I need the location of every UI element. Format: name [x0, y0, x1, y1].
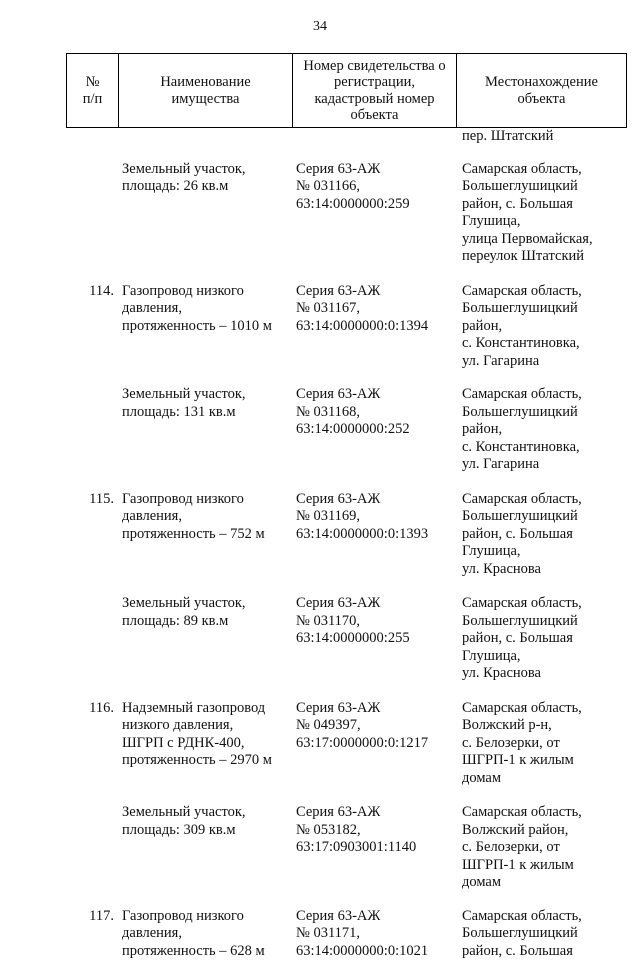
row-number: 116. [66, 700, 118, 788]
object-location-line: Большеглушицкий [462, 404, 626, 422]
object-location-line: Самарская область, [462, 908, 626, 926]
property-name-line: Земельный участок, [122, 386, 292, 404]
object-location-line: Глушица, [462, 648, 626, 666]
object-location [456, 908, 626, 960]
object-location-line: район, [462, 318, 626, 336]
certificate-number [292, 128, 456, 146]
table-row [66, 804, 626, 892]
object-location-line: с. Константиновка, [462, 439, 626, 457]
property-name [118, 161, 292, 266]
certificate-number-line: № 031168, [296, 404, 456, 422]
property-name-line: Надземный газопровод [122, 700, 292, 718]
object-location-line: ул. Краснова [462, 665, 626, 683]
certificate-number-line: № 053182, [296, 822, 456, 840]
certificate-number-line: 63:14:0000000:0:1393 [296, 526, 456, 544]
object-location-line: Волжский р-н, [462, 717, 626, 735]
object-location-line: с. Константиновка, [462, 335, 626, 353]
certificate-number-line: 63:17:0903001:1140 [296, 839, 456, 857]
header-text-line: кадастровый номер [293, 91, 456, 108]
property-name [118, 128, 292, 146]
certificate-number-line: Серия 63-АЖ [296, 804, 456, 822]
object-location-line: Самарская область, [462, 283, 626, 301]
property-name-line: протяженность – 1010 м [122, 318, 292, 336]
property-name [118, 908, 292, 960]
object-location-line: Самарская область, [462, 595, 626, 613]
table-row [66, 283, 626, 371]
certificate-number-line: Серия 63-АЖ [296, 908, 456, 926]
property-name-line: площадь: 131 кв.м [122, 404, 292, 422]
object-location-line: ул. Краснова [462, 561, 626, 579]
object-location [456, 386, 626, 474]
property-name-line: низкого давления, [122, 717, 292, 735]
object-location-line: Большеглушицкий [462, 508, 626, 526]
certificate-number-line: Серия 63-АЖ [296, 283, 456, 301]
certificate-number [292, 595, 456, 683]
certificate-number-line: 63:14:0000000:0:1394 [296, 318, 456, 336]
property-name-line: ШГРП с РДНК-400, [122, 735, 292, 753]
table-row [66, 700, 626, 788]
object-location-line: ШГРП-1 к жилым [462, 857, 626, 875]
property-name [118, 283, 292, 371]
object-location-line: Глушица, [462, 213, 626, 231]
object-location [456, 804, 626, 892]
property-name [118, 804, 292, 892]
property-name [118, 700, 292, 788]
property-name-line: площадь: 309 кв.м [122, 822, 292, 840]
certificate-number-line: № 049397, [296, 717, 456, 735]
row-number: 117. [66, 908, 118, 960]
object-location-line: Большеглушицкий [462, 300, 626, 318]
object-location-line: Самарская область, [462, 700, 626, 718]
header-text-line: регистрации, [293, 74, 456, 91]
table-row [66, 128, 626, 146]
object-location-line: район, с. Большая [462, 196, 626, 214]
property-name-line: Земельный участок, [122, 804, 292, 822]
object-location-line: ШГРП-1 к жилым [462, 752, 626, 770]
object-location-line: Большеглушицкий [462, 613, 626, 631]
header-text-line: п/п [67, 91, 118, 108]
object-location-line: Самарская область, [462, 386, 626, 404]
object-location-line: с. Белозерки, от [462, 839, 626, 857]
certificate-number-line: 63:14:0000000:252 [296, 421, 456, 439]
row-number [66, 128, 118, 146]
object-location [456, 283, 626, 371]
property-name-line: Газопровод низкого [122, 491, 292, 509]
table-row [66, 386, 626, 474]
object-location-line: район, с. Большая [462, 630, 626, 648]
object-location [456, 595, 626, 683]
certificate-number [292, 908, 456, 960]
header-text-line: объекта [457, 91, 626, 108]
table-header [66, 53, 627, 128]
certificate-number-line: № 031169, [296, 508, 456, 526]
table-row [66, 595, 626, 683]
property-name-line: протяженность – 628 м [122, 943, 292, 960]
property-name-line: давления, [122, 925, 292, 943]
certificate-number-line: Серия 63-АЖ [296, 700, 456, 718]
header-cert [293, 54, 457, 128]
object-location-line: с. Белозерки, от [462, 735, 626, 753]
object-location-line: домам [462, 770, 626, 788]
header-text-line: № [67, 74, 118, 91]
object-location [456, 161, 626, 266]
certificate-number [292, 283, 456, 371]
object-location-line: ул. Гагарина [462, 456, 626, 474]
header-location [457, 54, 627, 128]
property-name-line: Земельный участок, [122, 161, 292, 179]
object-location-line: Глушица, [462, 543, 626, 561]
row-number [66, 386, 118, 474]
property-name [118, 386, 292, 474]
object-location [456, 700, 626, 788]
object-location-line: район, с. Большая [462, 943, 626, 960]
table-row [66, 908, 626, 960]
certificate-number [292, 700, 456, 788]
header-text-line: имущества [119, 91, 292, 108]
object-location-line: Большеглушицкий [462, 925, 626, 943]
certificate-number-line: Серия 63-АЖ [296, 491, 456, 509]
object-location-line: домам [462, 874, 626, 892]
header-name [119, 54, 293, 128]
object-location-line: Волжский район, [462, 822, 626, 840]
object-location [456, 491, 626, 579]
object-location-line: Самарская область, [462, 491, 626, 509]
page-number: 34 [0, 19, 640, 35]
certificate-number [292, 491, 456, 579]
property-name [118, 491, 292, 579]
object-location-line: ул. Гагарина [462, 353, 626, 371]
property-name-line: протяженность – 752 м [122, 526, 292, 544]
row-number: 114. [66, 283, 118, 371]
property-name-line: Газопровод низкого [122, 283, 292, 301]
property-name-line: давления, [122, 300, 292, 318]
certificate-number-line: № 031170, [296, 613, 456, 631]
certificate-number-line: № 031167, [296, 300, 456, 318]
header-num [67, 54, 119, 128]
certificate-number-line: Серия 63-АЖ [296, 161, 456, 179]
certificate-number [292, 804, 456, 892]
certificate-number-line: Серия 63-АЖ [296, 386, 456, 404]
object-location-line: район, с. Большая [462, 526, 626, 544]
header-text-line: объекта [293, 107, 456, 124]
row-number: 115. [66, 491, 118, 579]
certificate-number [292, 386, 456, 474]
object-location-line: Большеглушицкий [462, 178, 626, 196]
object-location [456, 128, 626, 146]
object-location-line: Самарская область, [462, 804, 626, 822]
table-row [66, 491, 626, 579]
header-text-line: Наименование [119, 74, 292, 91]
certificate-number [292, 161, 456, 266]
property-name-line: Земельный участок, [122, 595, 292, 613]
property-name-line: Газопровод низкого [122, 908, 292, 926]
certificate-number-line: 63:14:0000000:255 [296, 630, 456, 648]
header-text-line: Номер свидетельства о [293, 58, 456, 75]
certificate-number-line: № 031166, [296, 178, 456, 196]
object-location-line: Самарская область, [462, 161, 626, 179]
property-name-line: давления, [122, 508, 292, 526]
table-row [66, 161, 626, 266]
property-name-line: площадь: 89 кв.м [122, 613, 292, 631]
property-name-line: площадь: 26 кв.м [122, 178, 292, 196]
certificate-number-line: 63:14:0000000:0:1021 [296, 943, 456, 960]
certificate-number-line: № 031171, [296, 925, 456, 943]
certificate-number-line: 63:14:0000000:259 [296, 196, 456, 214]
row-number [66, 161, 118, 266]
object-location-line: район, [462, 421, 626, 439]
object-location-line: улица Первомайская, [462, 231, 626, 249]
property-name-line: протяженность – 2970 м [122, 752, 292, 770]
row-number [66, 595, 118, 683]
table-body [66, 128, 626, 960]
certificate-number-line: 63:17:0000000:0:1217 [296, 735, 456, 753]
object-location-line: переулок Штатский [462, 248, 626, 266]
row-number [66, 804, 118, 892]
property-name [118, 595, 292, 683]
certificate-number-line: Серия 63-АЖ [296, 595, 456, 613]
header-text-line: Местонахождение [457, 74, 626, 91]
object-location-line: пер. Штатский [462, 128, 626, 146]
